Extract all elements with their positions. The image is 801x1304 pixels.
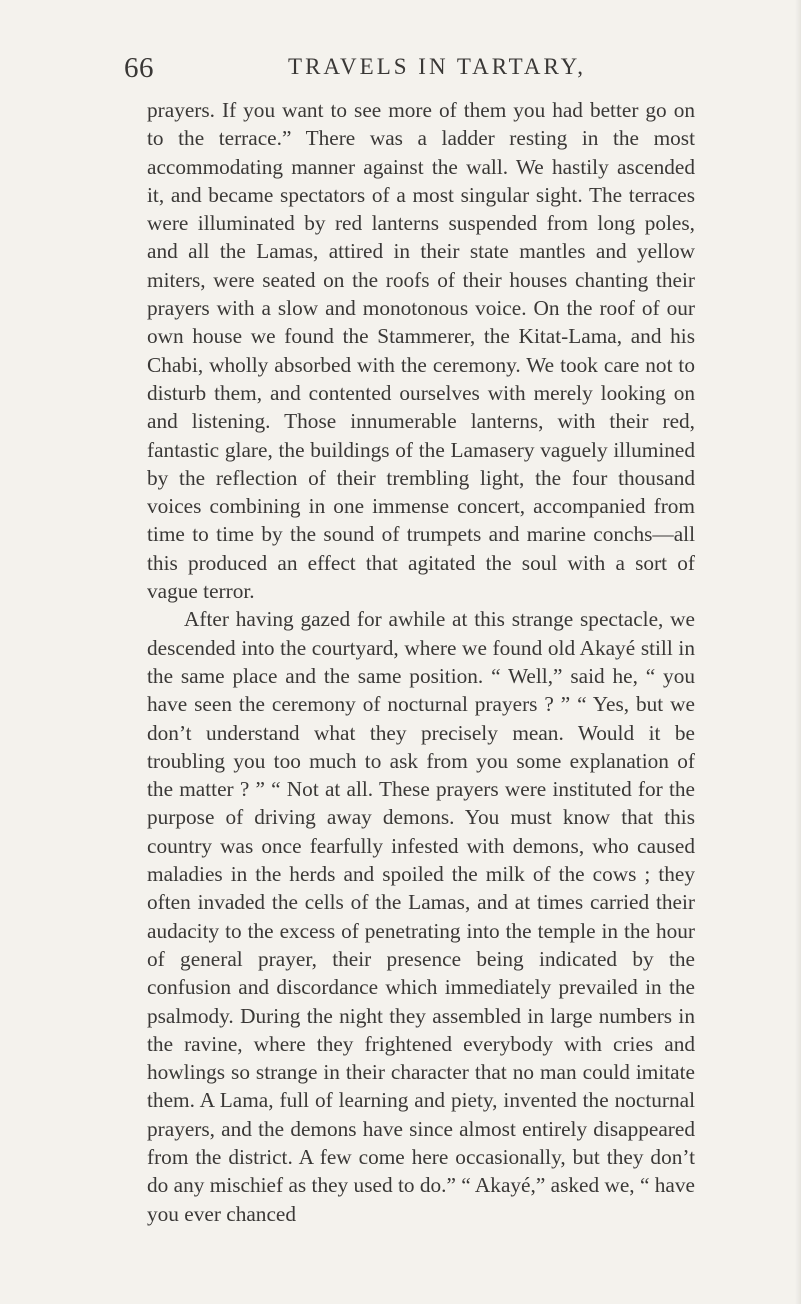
page-edge-shadow (795, 0, 801, 1304)
body-text (147, 96, 695, 1228)
paragraph-1: prayers. If you want to see more of them you had better go on to the terrace.” There was a ladder resting in the most accommodating manner against the wall. We hastily ascended it, and became spectators of a most singular sight. The terraces were illuminated by red lanterns suspended from long poles, and all the Lamas, attired in their state mantles and yellow miters, were seated on the roofs of their houses chanting their prayers with a slow and monotonous voice. On the roof of our own house we found the Stammerer, the Kitat-Lama, and his Chabi, wholly absorbed with the ceremony. We took care not to disturb them, and contented ourselves with merely looking on and listening. Those innumerable lanterns, with their red, fantastic glare, the buildings of the Lamasery vaguely illumined by the reflection of their trembling light, the four thousand voices combining in one immense concert, accompanied from time to time by the sound of trumpets and marine conchs—all this produced an effect that agitated the soul with a sort of vague terror. (147, 98, 695, 604)
paragraph-2: After having gazed for awhile at this strange spectacle, we descended into the courtyard, where we found old Akayé still in the same place and the same position. “ Well,” said he, “ you have seen the ceremony of nocturnal prayers ? ” “ Yes, but we don’t understand what they precisely mean. Would it be troubling you too much to ask from you some explanation of the matter ? ” “ Not at all. These prayers were instituted for the purpose of driving away demons. You must know that this country was once fearfully infested with demons, who caused maladies in the herds and spoiled the milk of the cows ; they often invaded the cells of the Lamas, and at times carried their audacity to the excess of penetrating into the temple in the hour of general prayer, their presence being indicated by the confusion and discordance which immediately prevailed in the psalmody. During the night they assembled in large numbers in the ravine, where they frightened everybody with cries and howlings so strange in their character that no man could imitate them. A Lama, full of learning and piety, invented the nocturnal prayers, and the demons have since almost entirely disappeared from the district. A few come here occasionally, but they don’t do any mischief as they used to do.” “ Akayé,” asked we, “ have you ever chanced (147, 607, 695, 1226)
page-header (124, 52, 690, 86)
page-number: 66 (124, 52, 154, 84)
running-title: TRAVELS IN TARTARY, (288, 54, 586, 79)
